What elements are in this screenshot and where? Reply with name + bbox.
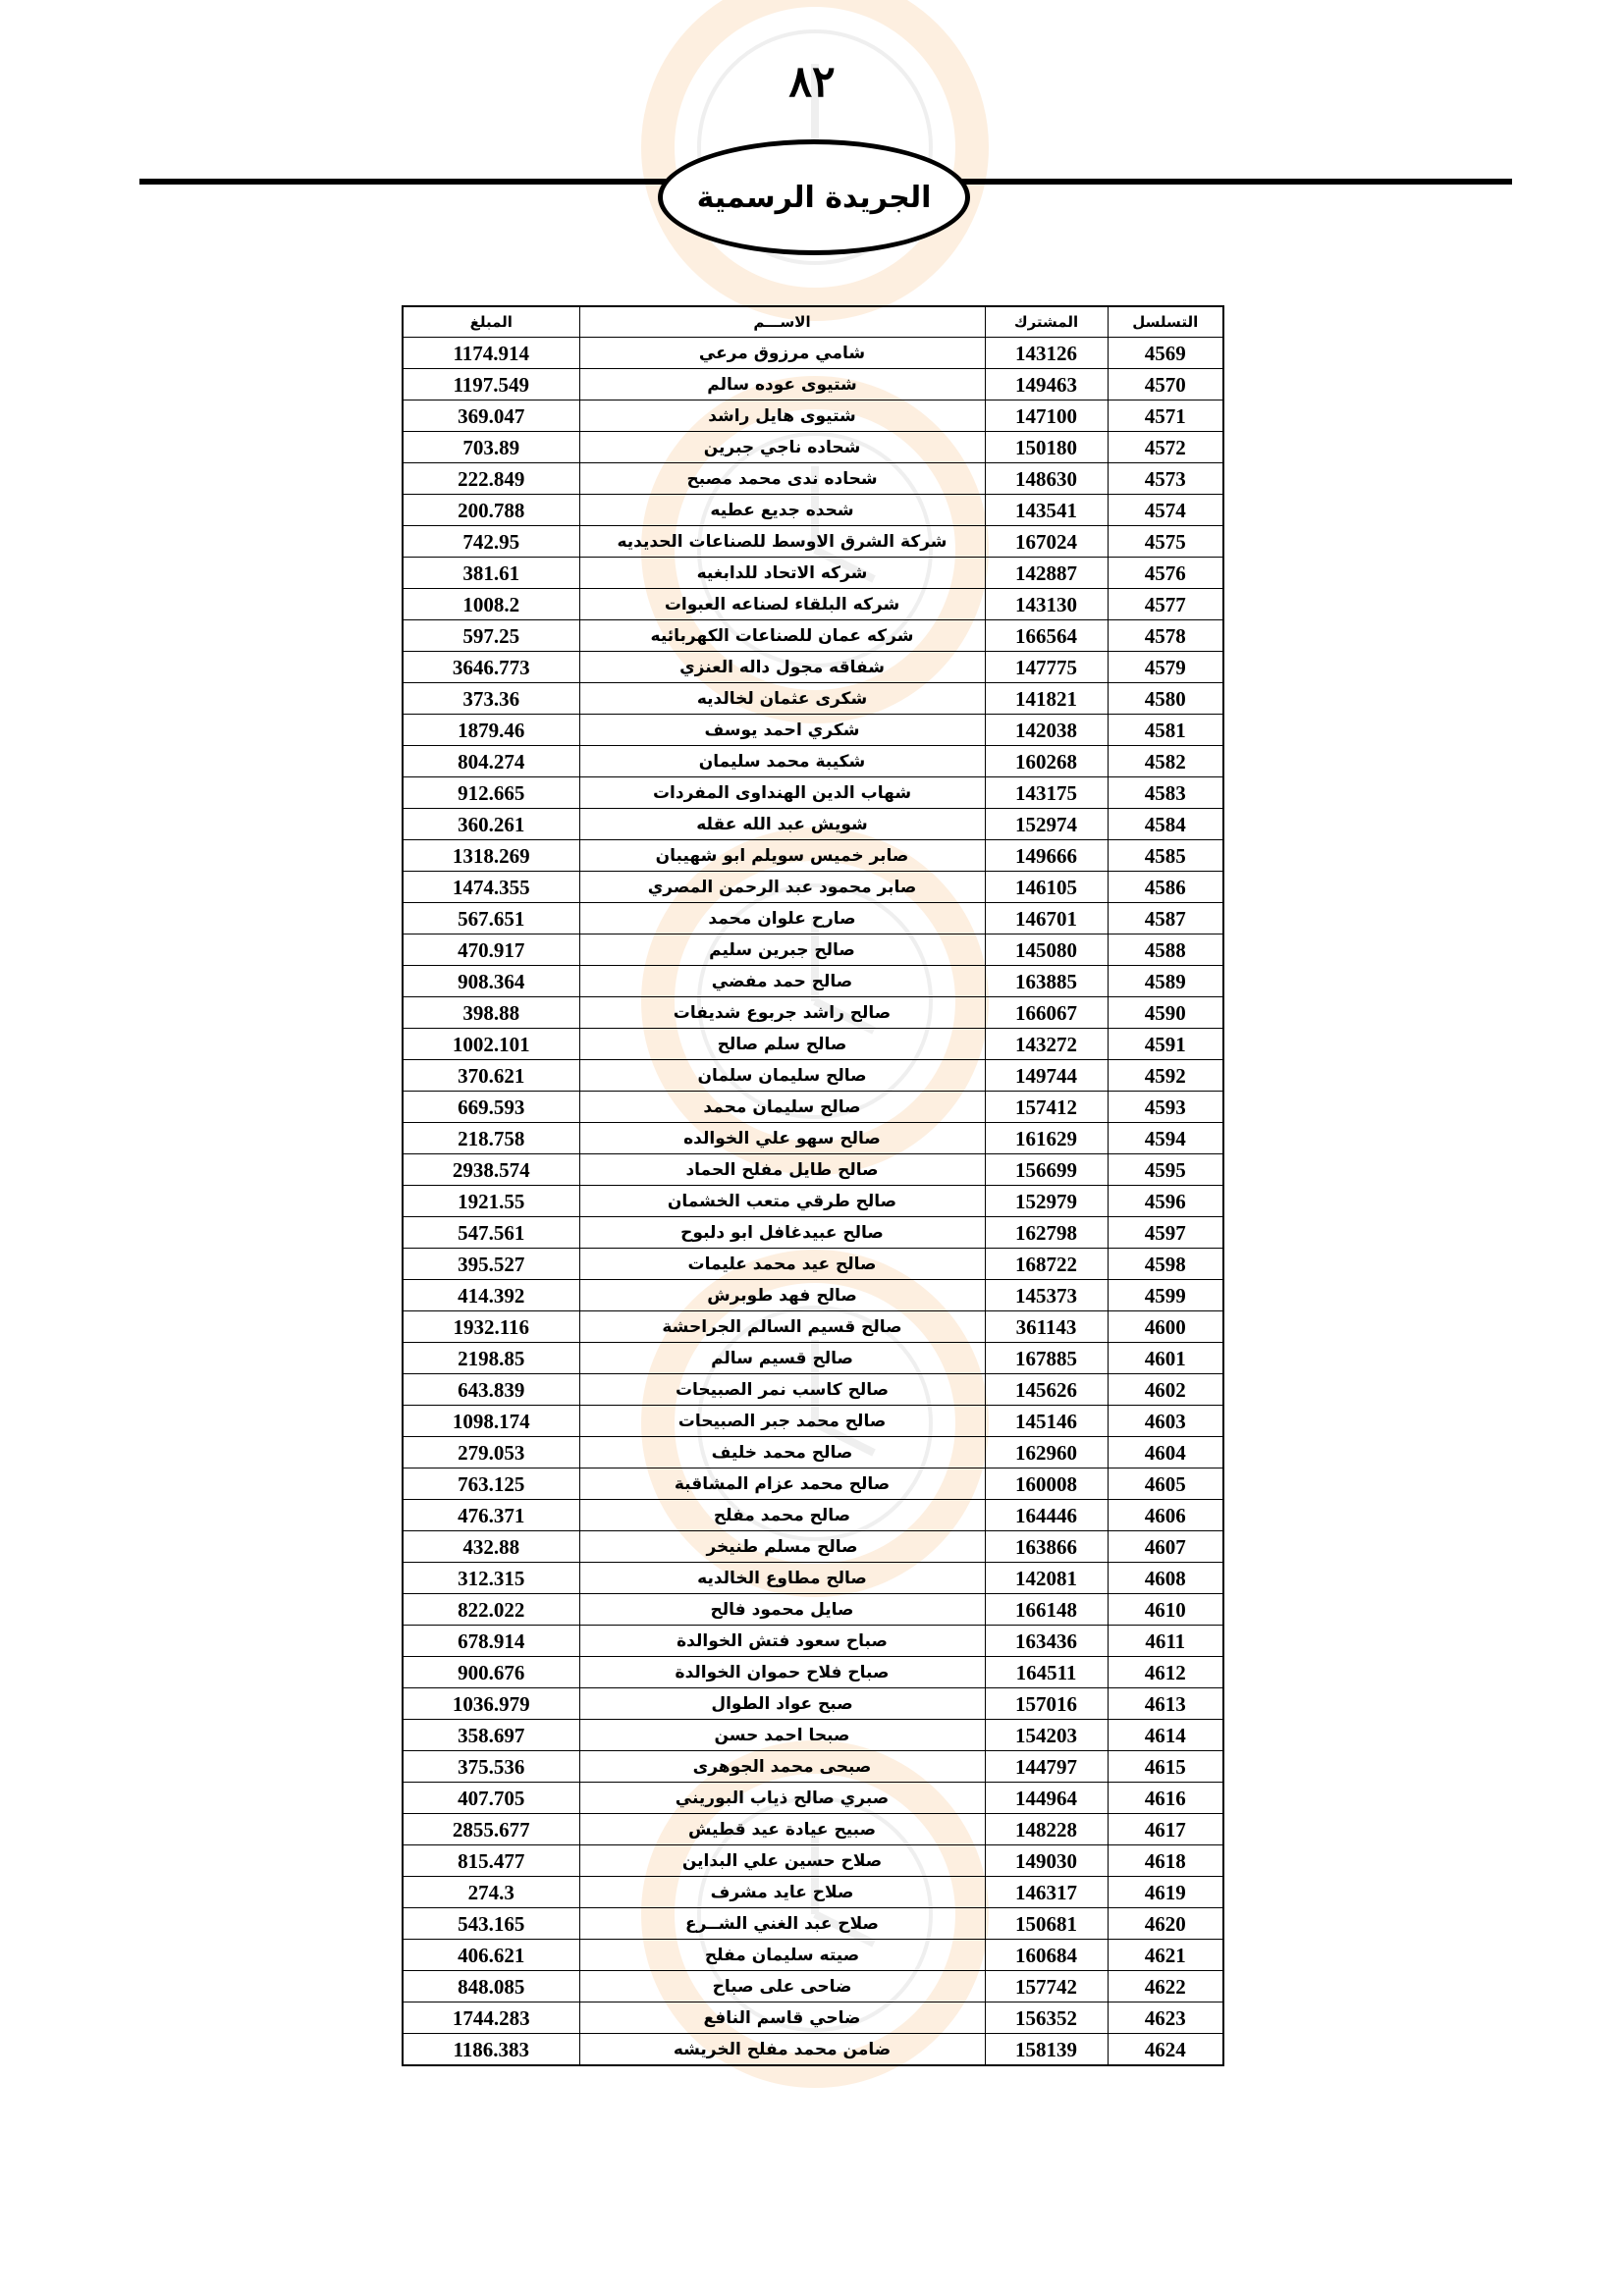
amount-cell: 1318.269	[403, 840, 579, 872]
name-cell: صالح محمد جبر الصبيحات	[579, 1406, 985, 1437]
serial-cell: 4605	[1108, 1468, 1223, 1500]
name-cell: صالح محمد مفلح	[579, 1500, 985, 1531]
table-row	[403, 840, 1223, 872]
amount-cell: 703.89	[403, 432, 579, 463]
subscriber-cell: 145146	[985, 1406, 1108, 1437]
subscriber-cell: 166067	[985, 997, 1108, 1029]
name-cell: صالح كاسب نمر الصبيحات	[579, 1374, 985, 1406]
amount-cell: 358.697	[403, 1720, 579, 1751]
amount-cell: 763.125	[403, 1468, 579, 1500]
subscriber-cell: 168722	[985, 1249, 1108, 1280]
table-row	[403, 338, 1223, 369]
table-row	[403, 432, 1223, 463]
table-row	[403, 558, 1223, 589]
name-cell: شركه البلقاء لصناعه العبوات	[579, 589, 985, 620]
serial-cell: 4618	[1108, 1845, 1223, 1877]
subscriber-cell: 158139	[985, 2034, 1108, 2066]
subscriber-cell: 163885	[985, 966, 1108, 997]
serial-cell: 4583	[1108, 777, 1223, 809]
subscriber-cell: 147775	[985, 652, 1108, 683]
subscriber-cell: 141821	[985, 683, 1108, 715]
subscriber-cell: 164446	[985, 1500, 1108, 1531]
amount-cell: 543.165	[403, 1908, 579, 1940]
subscriber-cell: 143175	[985, 777, 1108, 809]
name-cell: شامي مرزوق مرعي	[579, 338, 985, 369]
serial-cell: 4579	[1108, 652, 1223, 683]
serial-cell: 4615	[1108, 1751, 1223, 1783]
serial-cell: 4614	[1108, 1720, 1223, 1751]
serial-cell: 4586	[1108, 872, 1223, 903]
table-row	[403, 1374, 1223, 1406]
subscriber-cell: 149744	[985, 1060, 1108, 1092]
amount-cell: 1174.914	[403, 338, 579, 369]
amount-cell: 381.61	[403, 558, 579, 589]
table-row	[403, 620, 1223, 652]
amount-cell: 200.788	[403, 495, 579, 526]
amount-cell: 279.053	[403, 1437, 579, 1468]
table-row	[403, 1186, 1223, 1217]
serial-cell: 4574	[1108, 495, 1223, 526]
column-header-name: الاســـم	[579, 306, 985, 338]
name-cell: صباح فلاح حموان الخوالدة	[579, 1657, 985, 1688]
table-row	[403, 934, 1223, 966]
serial-cell: 4589	[1108, 966, 1223, 997]
subscriber-cell: 156352	[985, 2002, 1108, 2034]
serial-cell: 4620	[1108, 1908, 1223, 1940]
amount-cell: 369.047	[403, 400, 579, 432]
serial-cell: 4591	[1108, 1029, 1223, 1060]
serial-cell: 4599	[1108, 1280, 1223, 1311]
table-row	[403, 463, 1223, 495]
subscriber-cell: 154203	[985, 1720, 1108, 1751]
serial-cell: 4570	[1108, 369, 1223, 400]
name-cell: صلاح عايد مشرف	[579, 1877, 985, 1908]
amount-cell: 1921.55	[403, 1186, 579, 1217]
name-cell: ضاحى على صباح	[579, 1971, 985, 2002]
serial-cell: 4602	[1108, 1374, 1223, 1406]
table-row	[403, 2002, 1223, 2034]
subscriber-cell: 149030	[985, 1845, 1108, 1877]
serial-cell: 4595	[1108, 1154, 1223, 1186]
serial-cell: 4576	[1108, 558, 1223, 589]
subscriber-cell: 162960	[985, 1437, 1108, 1468]
amount-cell: 1008.2	[403, 589, 579, 620]
table-row	[403, 777, 1223, 809]
table-row	[403, 1594, 1223, 1626]
serial-cell: 4598	[1108, 1249, 1223, 1280]
subscriber-cell: 143272	[985, 1029, 1108, 1060]
table-row	[403, 997, 1223, 1029]
name-cell: صالح راشد جربوع شديفات	[579, 997, 985, 1029]
name-cell: صالح قسيم سالم	[579, 1343, 985, 1374]
table-row	[403, 1500, 1223, 1531]
subscriber-cell: 164511	[985, 1657, 1108, 1688]
serial-cell: 4594	[1108, 1123, 1223, 1154]
serial-cell: 4587	[1108, 903, 1223, 934]
table-row	[403, 1657, 1223, 1688]
subscriber-cell: 148630	[985, 463, 1108, 495]
table-row	[403, 1468, 1223, 1500]
subscriber-cell: 163866	[985, 1531, 1108, 1563]
name-cell: صلاح عبد الغني الشــرع	[579, 1908, 985, 1940]
amount-cell: 432.88	[403, 1531, 579, 1563]
serial-cell: 4596	[1108, 1186, 1223, 1217]
amount-cell: 470.917	[403, 934, 579, 966]
amount-cell: 222.849	[403, 463, 579, 495]
subscriber-cell: 156699	[985, 1154, 1108, 1186]
amount-cell: 1002.101	[403, 1029, 579, 1060]
subscriber-cell: 143130	[985, 589, 1108, 620]
table-row	[403, 1280, 1223, 1311]
serial-cell: 4619	[1108, 1877, 1223, 1908]
name-cell: صباح سعود فتش الخوالدة	[579, 1626, 985, 1657]
name-cell: صالح طايل مفلح الحماد	[579, 1154, 985, 1186]
subscriber-cell: 145626	[985, 1374, 1108, 1406]
column-header-serial: التسلسل	[1108, 306, 1223, 338]
page-number: ٨٢	[788, 57, 836, 107]
serial-cell: 4584	[1108, 809, 1223, 840]
amount-cell: 547.561	[403, 1217, 579, 1249]
subscriber-cell: 163436	[985, 1626, 1108, 1657]
table-row	[403, 1343, 1223, 1374]
table-row	[403, 1783, 1223, 1814]
name-cell: صالح سليمان محمد	[579, 1092, 985, 1123]
name-cell: صالح سلم صالح	[579, 1029, 985, 1060]
subscriber-cell: 167024	[985, 526, 1108, 558]
subscriber-cell: 145080	[985, 934, 1108, 966]
table-row	[403, 1092, 1223, 1123]
table-row	[403, 1877, 1223, 1908]
amount-cell: 312.315	[403, 1563, 579, 1594]
name-cell: صارح علوان محمد	[579, 903, 985, 934]
name-cell: شحاده ندى محمد مصبح	[579, 463, 985, 495]
name-cell: صبيح عيادة عيد قطيش	[579, 1814, 985, 1845]
serial-cell: 4617	[1108, 1814, 1223, 1845]
name-cell: صالح فهد طوبرش	[579, 1280, 985, 1311]
name-cell: صبحى محمد الجوهرى	[579, 1751, 985, 1783]
amount-cell: 669.593	[403, 1092, 579, 1123]
name-cell: صالح جبرين سليم	[579, 934, 985, 966]
table-row	[403, 1751, 1223, 1783]
name-cell: صبحا احمد حسن	[579, 1720, 985, 1751]
serial-cell: 4603	[1108, 1406, 1223, 1437]
page-title: الجريدة الرسمية	[696, 180, 932, 215]
subscriber-cell: 150180	[985, 432, 1108, 463]
subscriber-cell: 142081	[985, 1563, 1108, 1594]
name-cell: ضاحي قاسم النافع	[579, 2002, 985, 2034]
amount-cell: 398.88	[403, 997, 579, 1029]
amount-cell: 822.022	[403, 1594, 579, 1626]
subscriber-cell: 161629	[985, 1123, 1108, 1154]
subscriber-cell: 142038	[985, 715, 1108, 746]
amount-cell: 360.261	[403, 809, 579, 840]
serial-cell: 4608	[1108, 1563, 1223, 1594]
amount-cell: 678.914	[403, 1626, 579, 1657]
serial-cell: 4621	[1108, 1940, 1223, 1971]
amount-cell: 3646.773	[403, 652, 579, 683]
name-cell: صالح محمد خليف	[579, 1437, 985, 1468]
serial-cell: 4590	[1108, 997, 1223, 1029]
name-cell: شحده جديع عطيه	[579, 495, 985, 526]
subscriber-cell: 166148	[985, 1594, 1108, 1626]
table-row	[403, 2034, 1223, 2066]
name-cell: صابر محمود عبد الرحمن المصري	[579, 872, 985, 903]
subscriber-cell: 144797	[985, 1751, 1108, 1783]
subscriber-cell: 167885	[985, 1343, 1108, 1374]
amount-cell: 2855.677	[403, 1814, 579, 1845]
subscriber-cell: 160684	[985, 1940, 1108, 1971]
table-row	[403, 1626, 1223, 1657]
amount-cell: 848.085	[403, 1971, 579, 2002]
subscriber-cell: 144964	[985, 1783, 1108, 1814]
serial-cell: 4611	[1108, 1626, 1223, 1657]
table-row	[403, 683, 1223, 715]
title-oval	[658, 139, 970, 255]
name-cell: صالح مطاوع الخالديه	[579, 1563, 985, 1594]
name-cell: صالح قسيم السالم الجراحشة	[579, 1311, 985, 1343]
serial-cell: 4612	[1108, 1657, 1223, 1688]
serial-cell: 4592	[1108, 1060, 1223, 1092]
name-cell: شويش عبد الله عقله	[579, 809, 985, 840]
amount-cell: 815.477	[403, 1845, 579, 1877]
name-cell: صالح سهو علي الخوالده	[579, 1123, 985, 1154]
name-cell: شكيبة محمد سليمان	[579, 746, 985, 777]
name-cell: صلاح حسين علي البداين	[579, 1845, 985, 1877]
amount-cell: 407.705	[403, 1783, 579, 1814]
amount-cell: 375.536	[403, 1751, 579, 1783]
amount-cell: 406.621	[403, 1940, 579, 1971]
serial-cell: 4622	[1108, 1971, 1223, 2002]
table-header-row	[403, 306, 1223, 338]
amount-cell: 1186.383	[403, 2034, 579, 2066]
amount-cell: 218.758	[403, 1123, 579, 1154]
table-row	[403, 1814, 1223, 1845]
name-cell: صالح سليمان سلمان	[579, 1060, 985, 1092]
table-row	[403, 369, 1223, 400]
serial-cell: 4624	[1108, 2034, 1223, 2066]
subscriber-cell: 152979	[985, 1186, 1108, 1217]
name-cell: صايل محمود فالح	[579, 1594, 985, 1626]
table-row	[403, 903, 1223, 934]
subscriber-cell: 157016	[985, 1688, 1108, 1720]
table-row	[403, 1720, 1223, 1751]
amount-cell: 742.95	[403, 526, 579, 558]
name-cell: شتيوى هايل راشد	[579, 400, 985, 432]
serial-cell: 4569	[1108, 338, 1223, 369]
column-header-amount: المبلغ	[403, 306, 579, 338]
amount-cell: 597.25	[403, 620, 579, 652]
amount-cell: 2938.574	[403, 1154, 579, 1186]
amount-cell: 373.36	[403, 683, 579, 715]
amount-cell: 912.665	[403, 777, 579, 809]
table-row	[403, 1437, 1223, 1468]
amount-cell: 370.621	[403, 1060, 579, 1092]
amount-cell: 900.676	[403, 1657, 579, 1688]
name-cell: شكرى عثمان لخالديه	[579, 683, 985, 715]
amount-cell: 414.392	[403, 1280, 579, 1311]
serial-cell: 4573	[1108, 463, 1223, 495]
subscriber-cell: 147100	[985, 400, 1108, 432]
amount-cell: 395.527	[403, 1249, 579, 1280]
table-row	[403, 1311, 1223, 1343]
serial-cell: 4572	[1108, 432, 1223, 463]
subscriber-cell: 143541	[985, 495, 1108, 526]
serial-cell: 4593	[1108, 1092, 1223, 1123]
subscriber-cell: 146701	[985, 903, 1108, 934]
amount-cell: 643.839	[403, 1374, 579, 1406]
amount-cell: 1932.116	[403, 1311, 579, 1343]
name-cell: صيته سليمان مفلح	[579, 1940, 985, 1971]
table-row	[403, 1971, 1223, 2002]
serial-cell: 4597	[1108, 1217, 1223, 1249]
payments-table	[402, 305, 1224, 2066]
serial-cell: 4600	[1108, 1311, 1223, 1343]
table-row	[403, 1940, 1223, 1971]
table-row	[403, 1531, 1223, 1563]
subscriber-cell: 157742	[985, 1971, 1108, 2002]
table-row	[403, 526, 1223, 558]
table-row	[403, 746, 1223, 777]
subscriber-cell: 152974	[985, 809, 1108, 840]
serial-cell: 4623	[1108, 2002, 1223, 2034]
table-row	[403, 809, 1223, 840]
amount-cell: 2198.85	[403, 1343, 579, 1374]
subscriber-cell: 162798	[985, 1217, 1108, 1249]
subscriber-cell: 150681	[985, 1908, 1108, 1940]
name-cell: صالح عيد محمد عليمات	[579, 1249, 985, 1280]
name-cell: صالح مسلم طنيخر	[579, 1531, 985, 1563]
table-row	[403, 1123, 1223, 1154]
name-cell: شركة الشرق الاوسط للصناعات الحديديه	[579, 526, 985, 558]
serial-cell: 4616	[1108, 1783, 1223, 1814]
subscriber-cell: 145373	[985, 1280, 1108, 1311]
name-cell: صبري صالح ذياب البوريني	[579, 1783, 985, 1814]
amount-cell: 1744.283	[403, 2002, 579, 2034]
subscriber-cell: 149666	[985, 840, 1108, 872]
name-cell: شفاقه مجول داله العنزي	[579, 652, 985, 683]
table-row	[403, 1688, 1223, 1720]
serial-cell: 4613	[1108, 1688, 1223, 1720]
amount-cell: 1036.979	[403, 1688, 579, 1720]
name-cell: صالح محمد عزام المشاقبة	[579, 1468, 985, 1500]
amount-cell: 804.274	[403, 746, 579, 777]
table-row	[403, 1845, 1223, 1877]
subscriber-cell: 146317	[985, 1877, 1108, 1908]
serial-cell: 4607	[1108, 1531, 1223, 1563]
table-row	[403, 652, 1223, 683]
serial-cell: 4581	[1108, 715, 1223, 746]
amount-cell: 476.371	[403, 1500, 579, 1531]
subscriber-cell: 166564	[985, 620, 1108, 652]
name-cell: شركه الاتحاد للدابغيه	[579, 558, 985, 589]
name-cell: شحاده ناجي جبرين	[579, 432, 985, 463]
subscriber-cell: 160268	[985, 746, 1108, 777]
column-header-subscriber: المشترك	[985, 306, 1108, 338]
serial-cell: 4571	[1108, 400, 1223, 432]
table-row	[403, 495, 1223, 526]
table-body	[403, 338, 1223, 2066]
serial-cell: 4610	[1108, 1594, 1223, 1626]
name-cell: شتيوى عوده سالم	[579, 369, 985, 400]
serial-cell: 4582	[1108, 746, 1223, 777]
name-cell: شركه عمان للصناعات الكهربائيه	[579, 620, 985, 652]
subscriber-cell: 361143	[985, 1311, 1108, 1343]
table-row	[403, 1249, 1223, 1280]
subscriber-cell: 157412	[985, 1092, 1108, 1123]
serial-cell: 4585	[1108, 840, 1223, 872]
amount-cell: 1879.46	[403, 715, 579, 746]
table-row	[403, 400, 1223, 432]
table-row	[403, 966, 1223, 997]
table-row	[403, 1060, 1223, 1092]
name-cell: صابر خميس سويلم ابو شهيبان	[579, 840, 985, 872]
amount-cell: 1197.549	[403, 369, 579, 400]
table-row	[403, 1563, 1223, 1594]
serial-cell: 4580	[1108, 683, 1223, 715]
subscriber-cell: 149463	[985, 369, 1108, 400]
serial-cell: 4575	[1108, 526, 1223, 558]
serial-cell: 4577	[1108, 589, 1223, 620]
name-cell: صالح طرقي متعب الخشمان	[579, 1186, 985, 1217]
table-row	[403, 589, 1223, 620]
subscriber-cell: 146105	[985, 872, 1108, 903]
table-row	[403, 872, 1223, 903]
name-cell: صبح عواد الطوال	[579, 1688, 985, 1720]
name-cell: شهاب الدين الهنداوى المفردات	[579, 777, 985, 809]
name-cell: صالح عبيدغافل ابو دلبوح	[579, 1217, 985, 1249]
name-cell: شكري احمد يوسف	[579, 715, 985, 746]
table-row	[403, 1217, 1223, 1249]
amount-cell: 1474.355	[403, 872, 579, 903]
serial-cell: 4601	[1108, 1343, 1223, 1374]
amount-cell: 1098.174	[403, 1406, 579, 1437]
amount-cell: 908.364	[403, 966, 579, 997]
table-row	[403, 1029, 1223, 1060]
table-row	[403, 1908, 1223, 1940]
subscriber-cell: 143126	[985, 338, 1108, 369]
table-row	[403, 1154, 1223, 1186]
name-cell: ضامن محمد مفلح الخريشه	[579, 2034, 985, 2066]
serial-cell: 4604	[1108, 1437, 1223, 1468]
amount-cell: 567.651	[403, 903, 579, 934]
subscriber-cell: 160008	[985, 1468, 1108, 1500]
subscriber-cell: 148228	[985, 1814, 1108, 1845]
serial-cell: 4588	[1108, 934, 1223, 966]
serial-cell: 4578	[1108, 620, 1223, 652]
subscriber-cell: 142887	[985, 558, 1108, 589]
amount-cell: 274.3	[403, 1877, 579, 1908]
name-cell: صالح حمد مفضي	[579, 966, 985, 997]
table-row	[403, 1406, 1223, 1437]
serial-cell: 4606	[1108, 1500, 1223, 1531]
table-row	[403, 715, 1223, 746]
